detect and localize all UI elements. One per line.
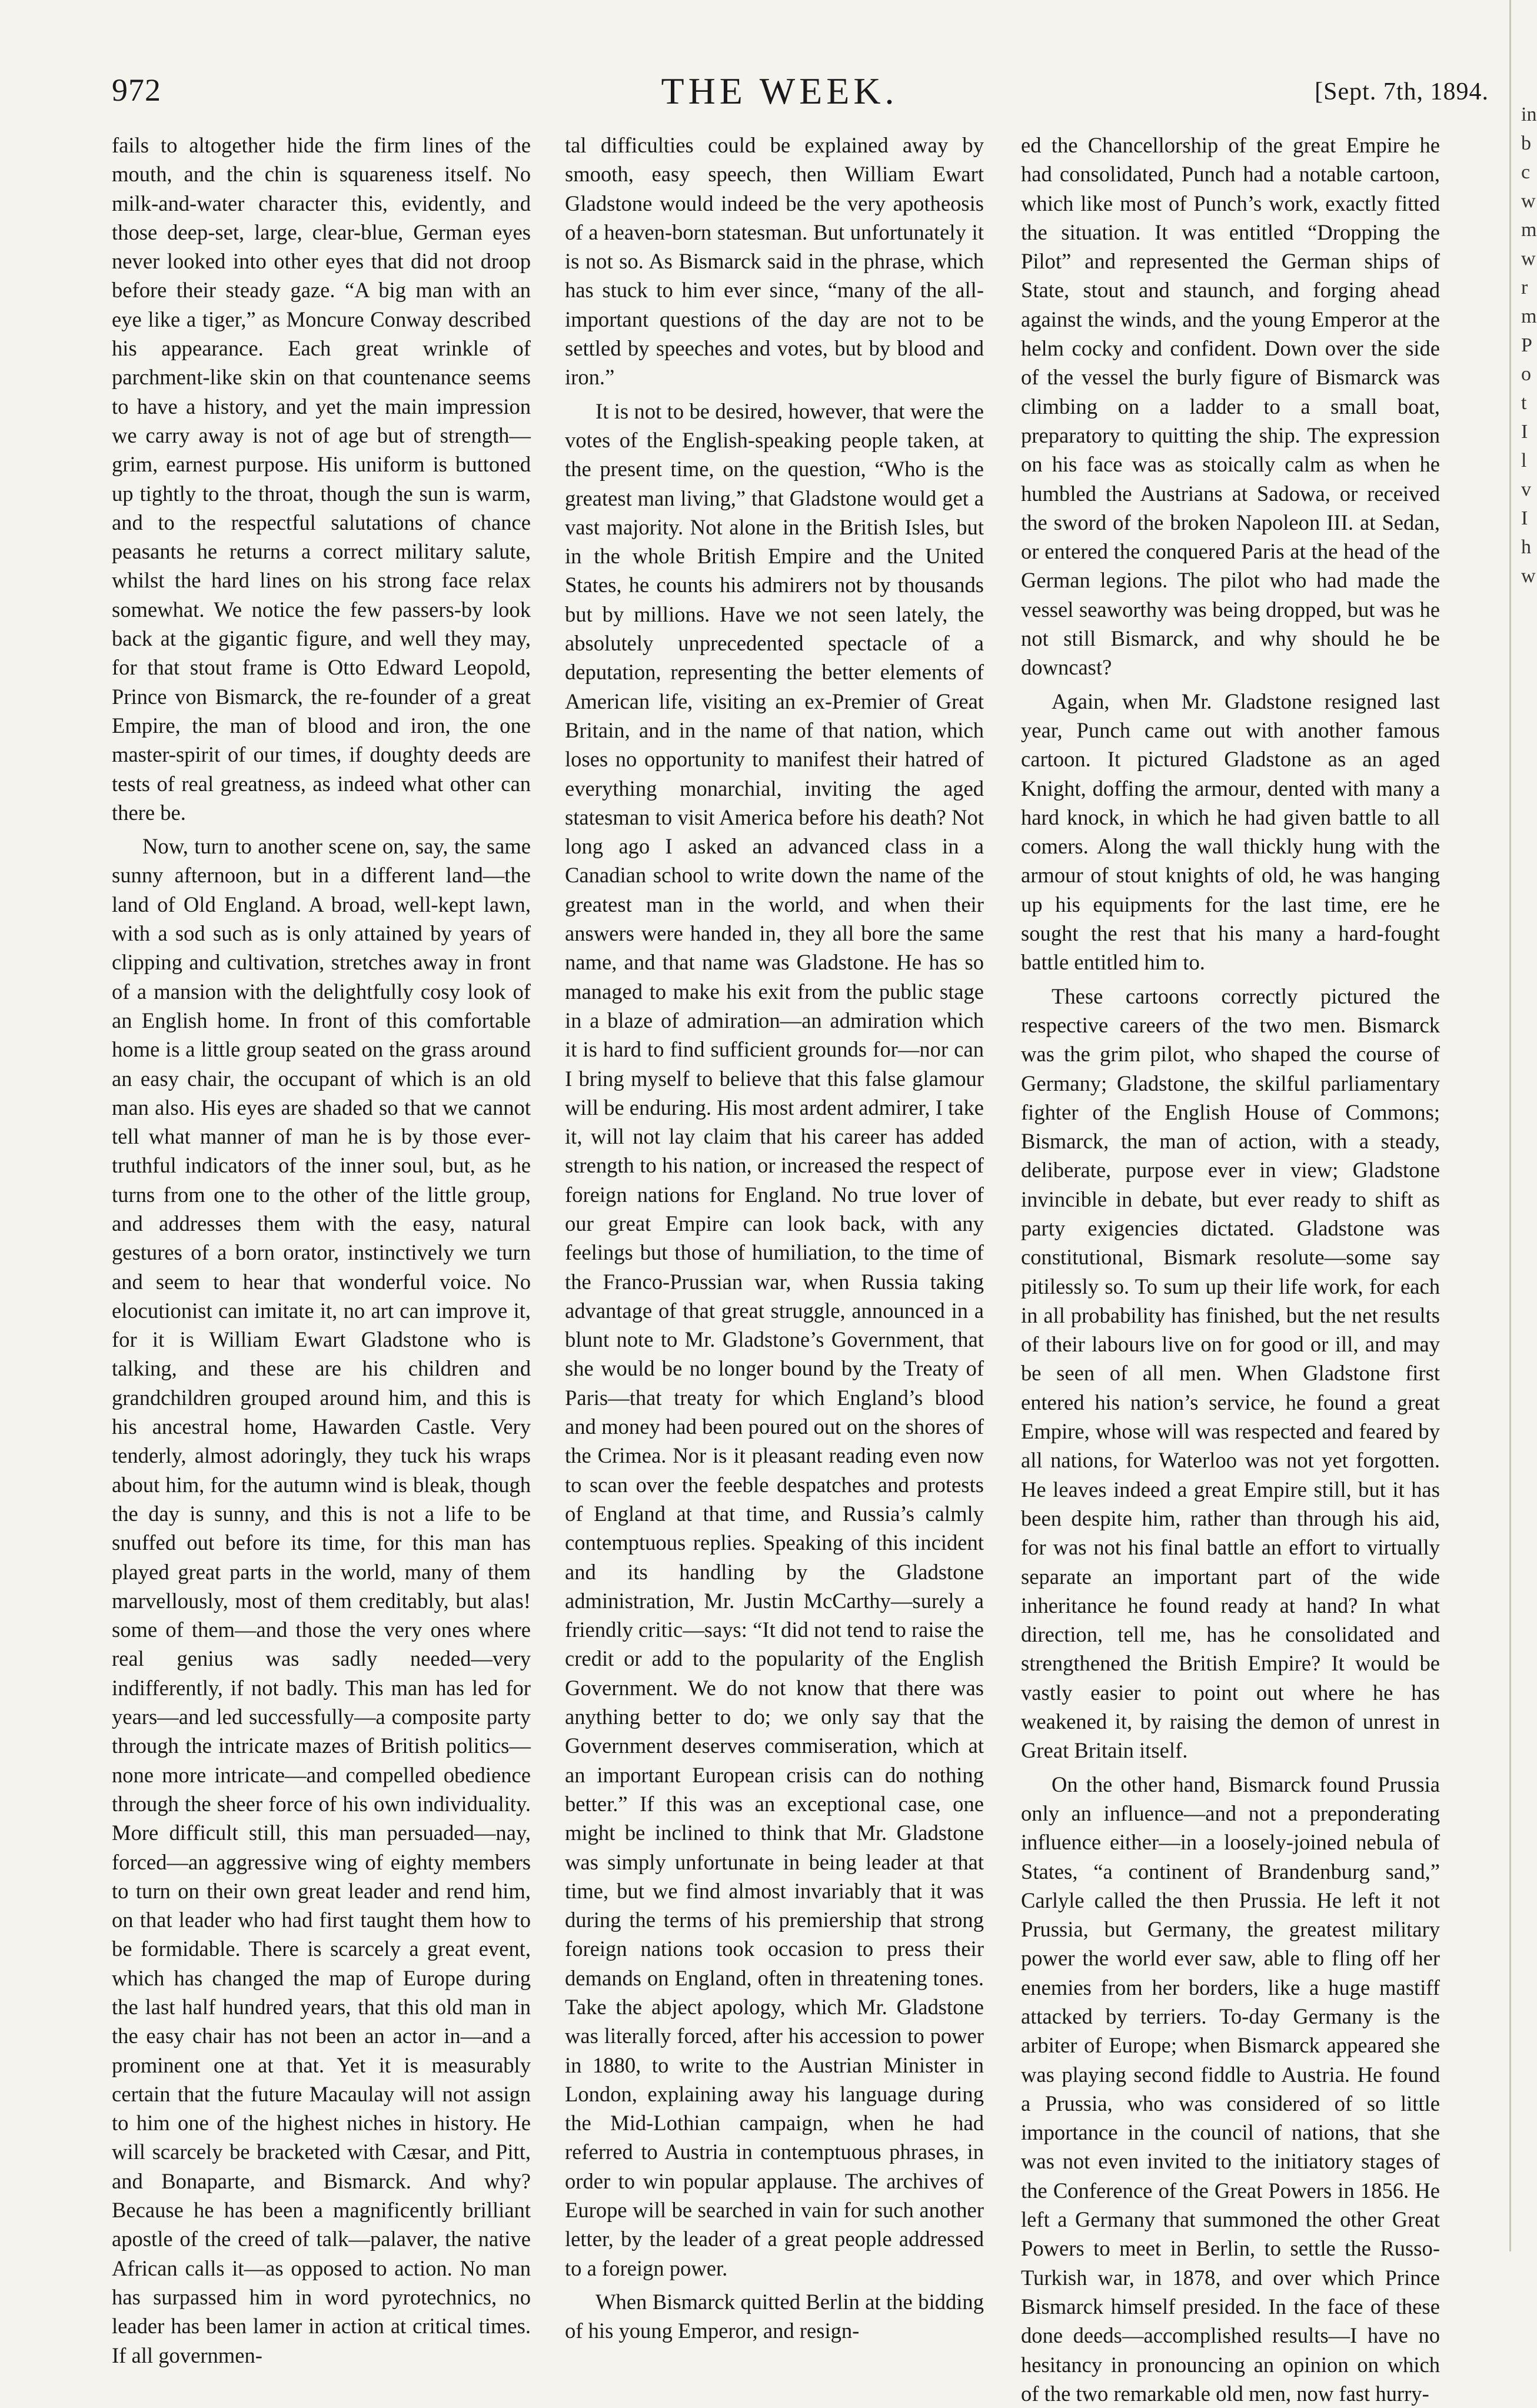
facing-page-fragments: in b c w m w r m P o t I l v I h w [1521, 104, 1537, 587]
article-columns [112, 131, 1459, 2406]
paragraph: These cartoons correctly pictured the respective careers of the two men. Bismarck was the grim pilot, who shaped the course of Germany; Gladstone, the skilful parliamentary fighter of the English House of Commons; Bismarck, the man of action, with a steady, deliberate, purpose ever in view; Gladstone invincible in debate, but ever ready to shift as party exigencies dictated. Gladstone was constitutional, Bismark resolute—some say pitilessly so. To sum up their life work, for each in all probability has finished, but the net results of their labours live on for good or ill, and may be seen of all men. When Gladstone first entered his nation’s service, he found a great Empire, whose will was respected and feared by all nations, for Waterloo was not yet forgotten. He leaves indeed a great Empire still, but it has been despite him, rather than through his aid, for was not his final battle an effort to virtually separate an important part of the wide inheritance he found ready at hand? In what direction, tell me, has he consolidated and strengthened the British Empire? It would be vastly easier to point out where he has weakened it, by raising the demon of unrest in Great Britain itself. [1021, 984, 1440, 1763]
column-3 [1021, 131, 1440, 2406]
paragraph: fails to altogether hide the firm lines of the mouth, and the chin is squareness itself. No milk-and-water character this, evidently, and those deep-set, large, clear-blue, German eyes never looked into other eyes that did not droop before their steady gaze. “A big man with an eye like a tiger,” as Moncure Conway described his appearance. Each great wrinkle of parchment-like skin on that countenance seems to have a history, and yet the main impression we carry away is not of age but of strength—grim, earnest purpose. His uniform is buttoned up tightly to the throat, though the sun is warm, and to the respectful salutations of chance peasants he returns a correct military salute, whilst the hard lines on his strong face relax somewhat. We notice the few passers-by look back at the gigantic figure, and well they may, for that stout frame is Otto Edward Leopold, Prince von Bismarck, the re-founder of a great Empire, the man of blood and iron, the one master-spirit of our times, if doughty deeds are tests of real greatness, as indeed what other can there be. [112, 133, 531, 825]
paragraph: When Bismarck quitted Berlin at the bidding of his young Emperor, and resign- [565, 2289, 984, 2343]
issue-date: [Sept. 7th, 1894. [1315, 78, 1489, 105]
paragraph: tal difficulties could be explained away by smooth, easy speech, then William Ewart Gladstone would indeed be the very apotheosis of a heaven-born statesman. But unfortunately it is not so. As Bismarck said in the phrase, which has stuck to him ever since, “many of the all-important questions of the day are not to be settled by speeches and votes, but by blood and iron.” [565, 133, 984, 390]
page-edge-divider [1509, 0, 1511, 2251]
paragraph: On the other hand, Bismarck found Prussia only an influence—and not a preponderating influence either—in a loosely-joined nebula of States, “a continent of Brandenburg sand,” Carlyle called the then Prussia. He left it not Prussia, but Germany, the greatest military power the world ever saw, able to fling off her enemies from her borders, like a huge mastiff attacked by terriers. To-day Germany is the arbiter of Europe; when Bismarck appeared she was playing second fiddle to Austria. He found a Prussia, who was considered of so little importance in the council of nations, that she was not even invited to the initiatory stages of the Conference of the Great Powers in 1856. He left a Germany that summoned the other Great Powers to meet in Berlin, to settle the Russo-Turkish war, in 1878, and over which Prince Bismarck himself presided. In the face of these done deeds—accomplished results—I have no hesitancy in pronouncing an opinion on which of the two remarkable old men, now fast hurry- [1021, 1772, 1440, 2406]
paragraph: Now, turn to another scene on, say, the same sunny afternoon, but in a different land—the land of Old England. A broad, well-kept lawn, with a sod such as is only attained by years of clipping and cultivation, stretches away in front of a mansion with the delightfully cosy look of an English home. In front of this comfortable home is a little group seated on the grass around an easy chair, the occupant of which is an old man also. His eyes are shaded so that we cannot tell what manner of man he is by those ever-truthful indicators of the inner soul, but, as he turns from one to the other of the little group, and addresses them with the easy, natural gestures of a born orator, instinctively we turn and seem to hear that wonderful voice. No elocutionist can imitate it, no art can improve it, for it is William Ewart Gladstone who is talking, and these are his children and grandchildren grouped around him, and this is his ancestral home, Hawarden Castle. Very tenderly, almost adoringly, they tuck his wraps about him, for the autumn wind is bleak, though the day is sunny, and this is not a life to be snuffed out before its time, for this man has played great parts in the world, many of them marvellously, most of them creditably, but alas! some of them—and those the very ones where real genius was sadly needed—very indifferently, if not badly. This man has led for years—and led successfully—a composite party through the intricate mazes of British politics—none more intricate—and compelled obedience through the sheer force of his own individuality. More difficult still, this man persuaded—nay, forced—an aggressive wing of eighty members to turn on their own great leader and rend him, on that leader who had first taught them how to be formidable. There is scarcely a great event, which has changed the map of Europe during the last half hundred years, that this old man in the easy chair has not been an actor in—and a prominent one at that. Yet it is measurably certain that the future Macaulay will not assign to him one of the highest niches in history. He will scarcely be bracketed with Cæsar, and Pitt, and Bonaparte, and Bismarck. And why? Because he has been a magnificently brilliant apostle of the creed of talk—palaver, the native African calls it—as opposed to action. No man has surpassed him in word pyrotechnics, no leader has been lamer in action at critical times. If all governmen- [112, 834, 531, 2367]
paragraph: Again, when Mr. Gladstone resigned last year, Punch came out with another famous cartoon. It pictured Gladstone as an aged Knight, doffing the armour, dented with many a hard knock, in which he had given battle to all comers. Along the wall thickly hung with the armour of stout knights of old, he was hanging up his equipments for the last time, ere he sought the rest that his many a hard-fought battle entitled him to. [1021, 689, 1440, 975]
column-1 [112, 131, 531, 2367]
page-header [94, 69, 1489, 117]
column-2 [565, 131, 984, 2343]
paragraph: It is not to be desired, however, that were the votes of the English-speaking people taken, at the present time, on the question, “Who is the greatest man living,” that Gladstone would get a vast majority. Not alone in the British Isles, but in the whole British Empire and the United States, he counts his admirers not by thousands but by millions. Have we not seen lately, the absolutely unprecedented spectacle of a deputation, representing the better elements of American life, visiting an ex-Premier of Great Britain, and in the name of that nation, which loses no opportunity to manifest their hatred of everything monarchial, inviting the aged statesman to visit America before his death? Not long ago I asked an advanced class in a Canadian school to write down the name of the greatest man in the world, and when their answers were handed in, they all bore the same name, and that name was Gladstone. He has so managed to make his exit from the public stage in a blaze of admiration—an admiration which it is hard to find sufficient grounds for—nor can I bring myself to believe that this false glamour will be enduring. His most ardent admirer, I take it, will not lay claim that his career has added strength to his nation, or increased the respect of foreign nations for England. No true lover of our great Empire can look back, with any feelings but those of humiliation, to the time of the Franco-Prussian war, when Russia taking advantage of that great struggle, announced in a blunt note to Mr. Gladstone’s Government, that she would be no longer bound by the Treaty of Paris—that treaty for which England’s blood and money had been poured out on the shores of the Crimea. Nor is it pleasant reading even now to scan over the feeble despatches and protests of England at that time, and Russia’s calmly contemptuous replies. Speaking of this incident and its handling by the Gladstone administration, Mr. Justin McCarthy—surely a friendly critic—says: “It did not tend to raise the credit or add to the popularity of the English Government. We do not know that there was anything better to do; we only say that the Government deserves commiseration, which at an important European crisis can do nothing better.” If this was an exceptional case, one might be inclined to think that Mr. Gladstone was simply unfortunate in being leader at that time, but we find almost invariably that it was during the terms of his premiership that strong foreign nations took occasion to press their demands on England, often in threatening tones. Take the abject apology, which Mr. Gladstone was literally forced, after his accession to power in 1880, to write to the Austrian Minister in London, explaining away his language during the Mid-Lothian campaign, when he had referred to Austria in contemptuous phrases, in order to win popular applause. The archives of Europe will be searched in vain for such another letter, by the leader of a great people addressed to a foreign power. [565, 398, 984, 2280]
publication-title: THE WEEK. [661, 70, 899, 112]
paragraph: ed the Chancellorship of the great Empire he had consolidated, Punch had a notable cartoon, which like most of Punch’s work, exactly fitted the situation. It was entitled “Dropping the Pilot” and represented the German ships of State, stout and staunch, and forging ahead against the winds, and the young Emperor at the helm cocky and confident. Down over the side of the vessel the burly figure of Bismarck was climbing on a ladder to a small boat, preparatory to quitting the ship. The expression on his face was as stoically calm as when he humbled the Austrians at Sadowa, or received the sword of the broken Napoleon III. at Sedan, or entered the conquered Paris at the head of the German legions. The pilot who had made the vessel seaworthy was being dropped, but was he not still Bismarck, and why should he be downcast? [1021, 133, 1440, 680]
page-number: 972 [112, 72, 161, 108]
